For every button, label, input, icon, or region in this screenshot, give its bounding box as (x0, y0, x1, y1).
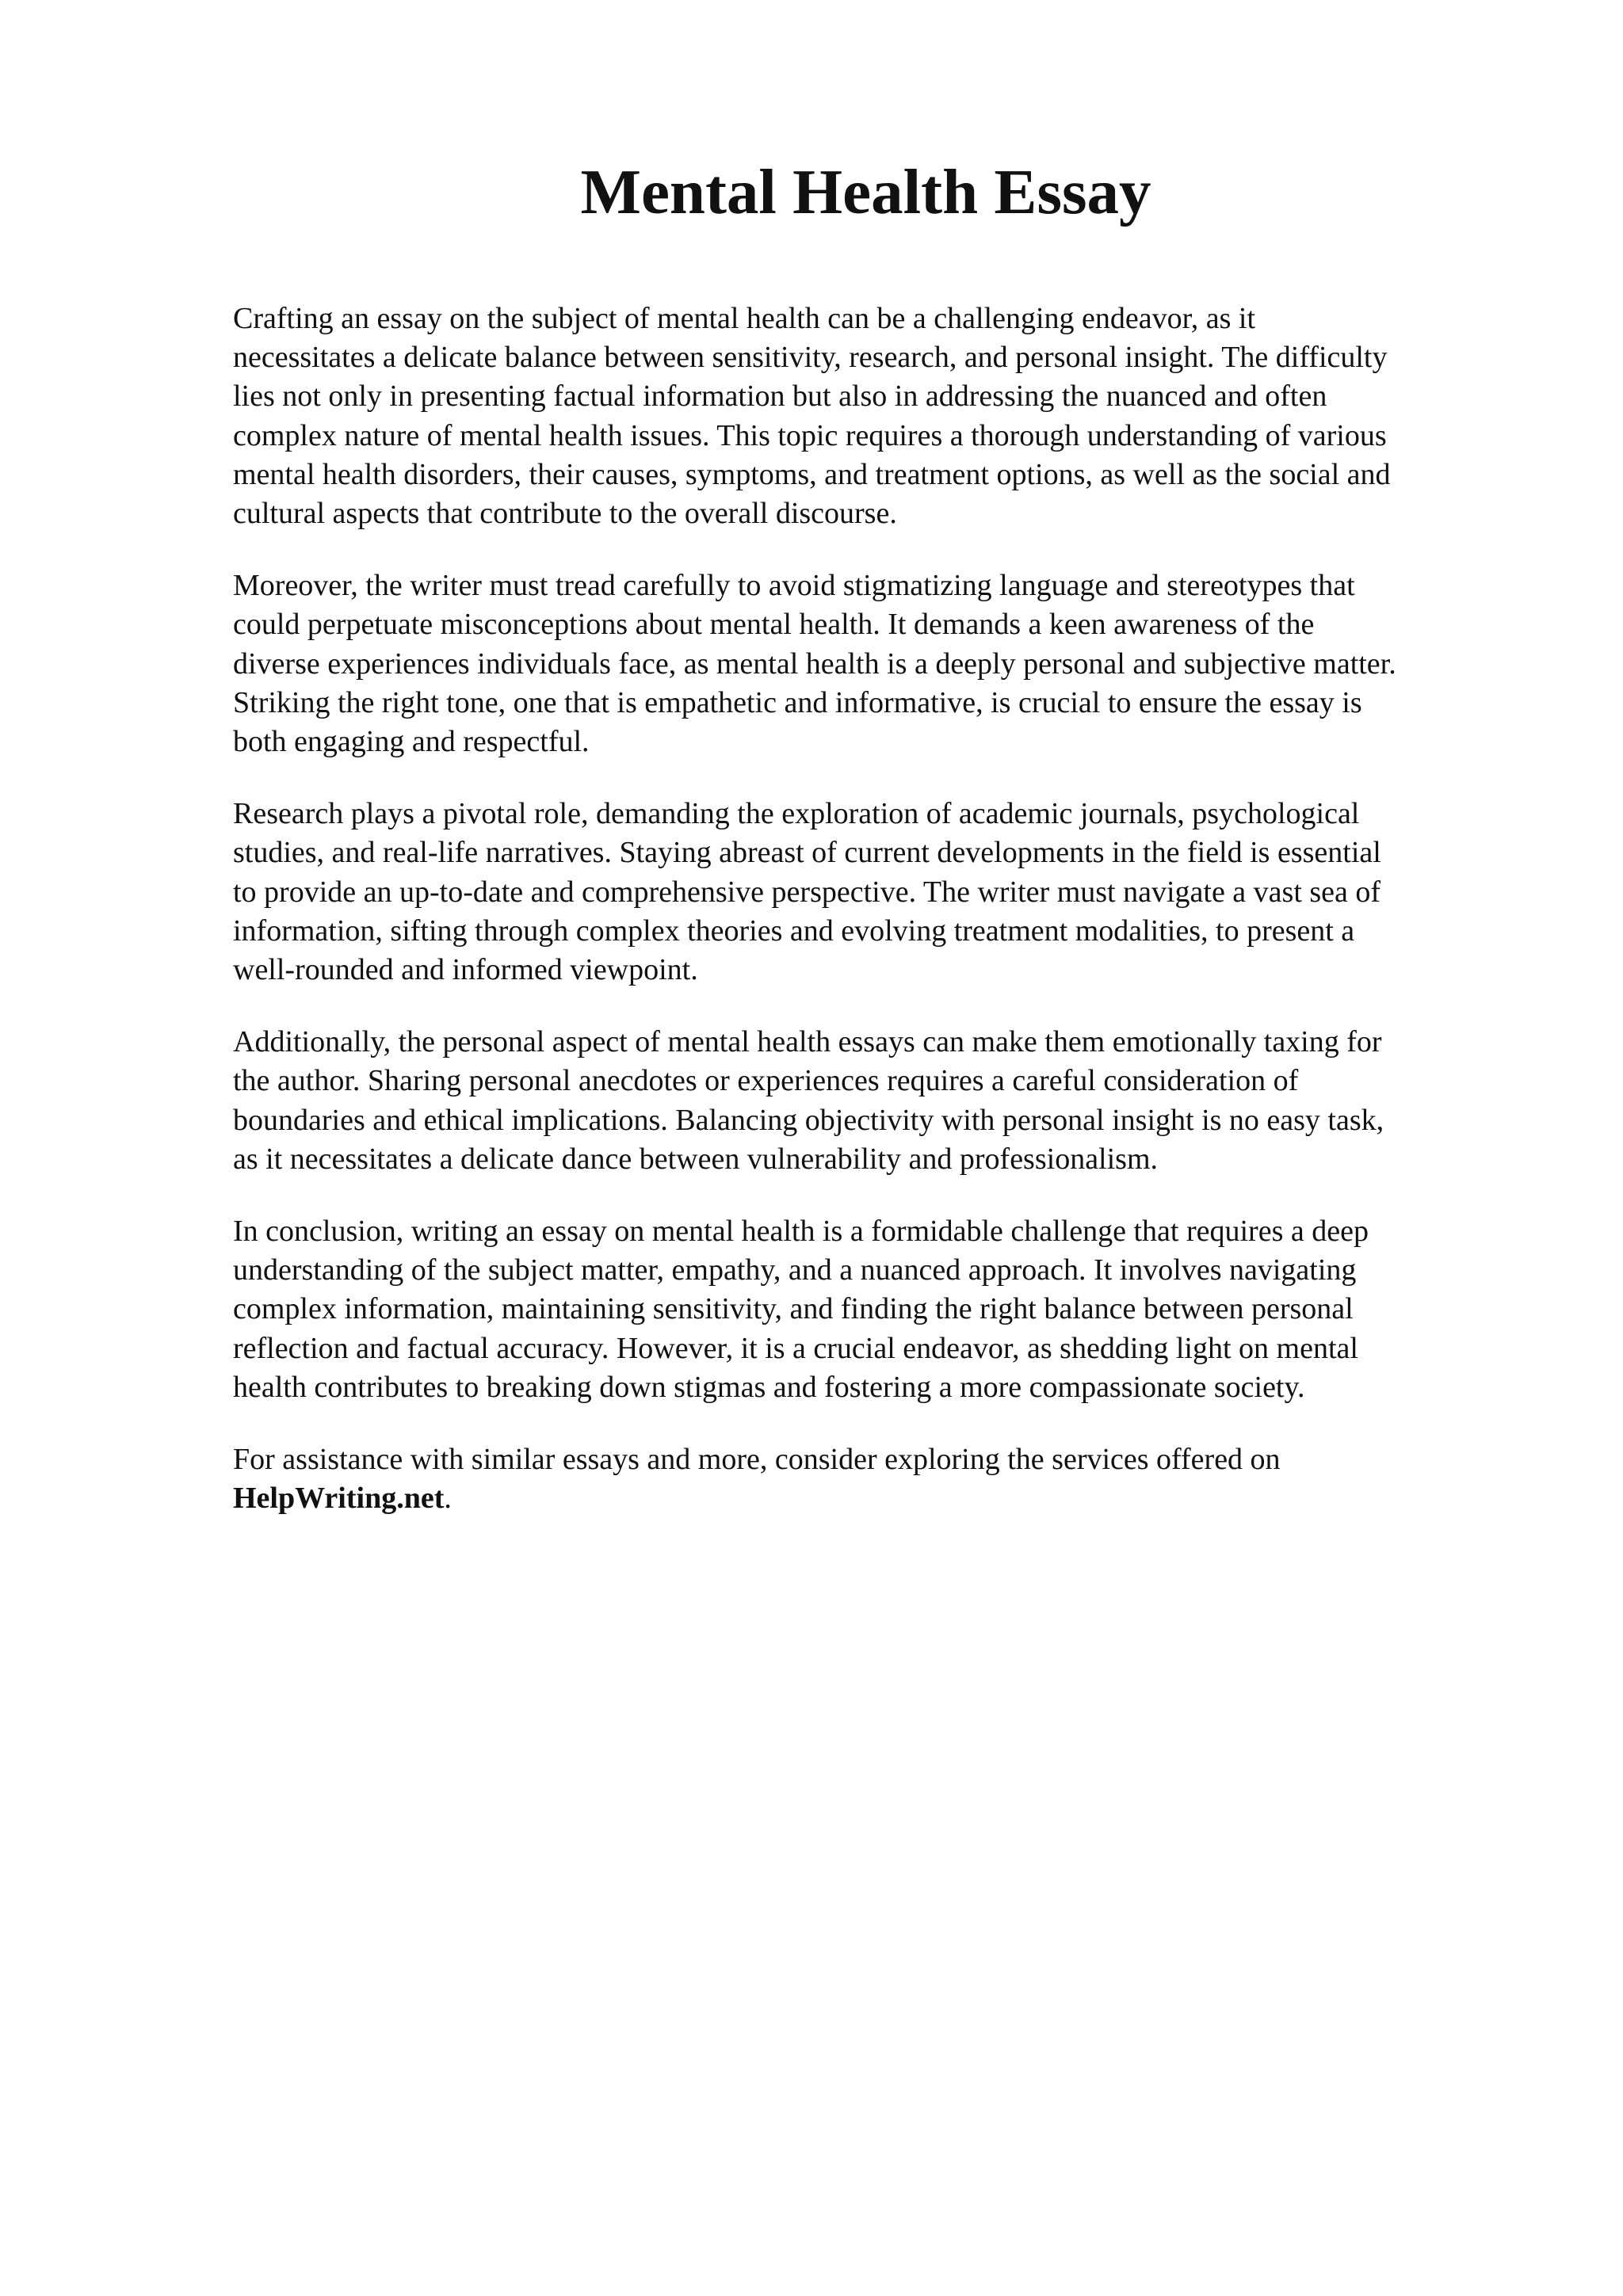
closing-link-line (233, 1479, 1517, 1518)
paragraph-1 (233, 299, 1517, 533)
paragraph-line: studies, and real-life narratives. Staying abreast of current developments in the field is essential (233, 836, 1381, 870)
paragraph-2 (233, 566, 1517, 761)
paragraph-line: lies not only in presenting factual information but also in addressing the nuanced and often (233, 379, 1327, 414)
paragraph-line: cultural aspects that contribute to the overall discourse. (233, 497, 897, 531)
paragraph-line: both engaging and respectful. (233, 725, 590, 759)
paragraph-line: the author. Sharing personal anecdotes or experiences requires a careful consideration of (233, 1064, 1299, 1098)
paragraph-4 (233, 1023, 1517, 1179)
closing-paragraph (233, 1440, 1517, 1518)
paragraph-line: health contributes to breaking down stigmas and fostering a more compassionate society. (233, 1370, 1305, 1404)
paragraph-line: reflection and factual accuracy. However, it is a crucial endeavor, as shedding light on mental (233, 1331, 1358, 1365)
paragraph-line: Additionally, the personal aspect of mental health essays can make them emotionally taxing for (233, 1025, 1382, 1059)
paragraph-line: could perpetuate misconceptions about mental health. It demands a keen awareness of the (233, 608, 1315, 642)
helpwriting-link[interactable]: HelpWriting.net (233, 1482, 445, 1516)
paragraph-5 (233, 1212, 1517, 1407)
paragraph-line: boundaries and ethical implications. Balancing objectivity with personal insight is no easy task, (233, 1103, 1384, 1137)
paragraph-line: information, sifting through complex theories and evolving treatment modalities, to present a (233, 913, 1355, 948)
paragraph-line: necessitates a delicate balance between sensitivity, research, and personal insight. The difficulty (233, 341, 1388, 375)
paragraph-line: as it necessitates a delicate dance between vulnerability and professionalism. (233, 1142, 1159, 1176)
paragraph-line: Research plays a pivotal role, demanding the exploration of academic journals, psychological (233, 797, 1360, 831)
paragraph-line: mental health disorders, their causes, symptoms, and treatment options, as well as the social and (233, 457, 1391, 491)
paragraph-line: well-rounded and informed viewpoint. (233, 953, 698, 987)
paragraph-line: Crafting an essay on the subject of mental health can be a challenging endeavor, as it (233, 302, 1256, 335)
paragraph-line: complex information, maintaining sensitivity, and finding the right balance between personal (233, 1292, 1354, 1326)
paragraph-3 (233, 795, 1517, 990)
document-title: Mental Health Essay (580, 156, 1151, 227)
paragraph-line: understanding of the subject matter, empathy, and a nuanced approach. It involves navigating (233, 1253, 1357, 1287)
paragraph-line: In conclusion, writing an essay on mental health is a formidable challenge that requires a deep (233, 1215, 1369, 1249)
closing-line: For assistance with similar essays and more, consider exploring the services offered on (233, 1443, 1281, 1477)
paragraph-line: complex nature of mental health issues. This topic requires a thorough understanding of various (233, 418, 1387, 452)
essay-body (233, 299, 1517, 1551)
closing-period: . (444, 1482, 452, 1516)
paragraph-line: to provide an up-to-date and comprehensive perspective. The writer must navigate a vast sea of (233, 875, 1381, 909)
paragraph-line: diverse experiences individuals face, as mental health is a deeply personal and subjective matter. (233, 646, 1396, 681)
paragraph-line: Striking the right tone, one that is empathetic and informative, is crucial to ensure the essay is (233, 685, 1362, 719)
paragraph-line: Moreover, the writer must tread carefully to avoid stigmatizing language and stereotypes that (233, 569, 1355, 603)
